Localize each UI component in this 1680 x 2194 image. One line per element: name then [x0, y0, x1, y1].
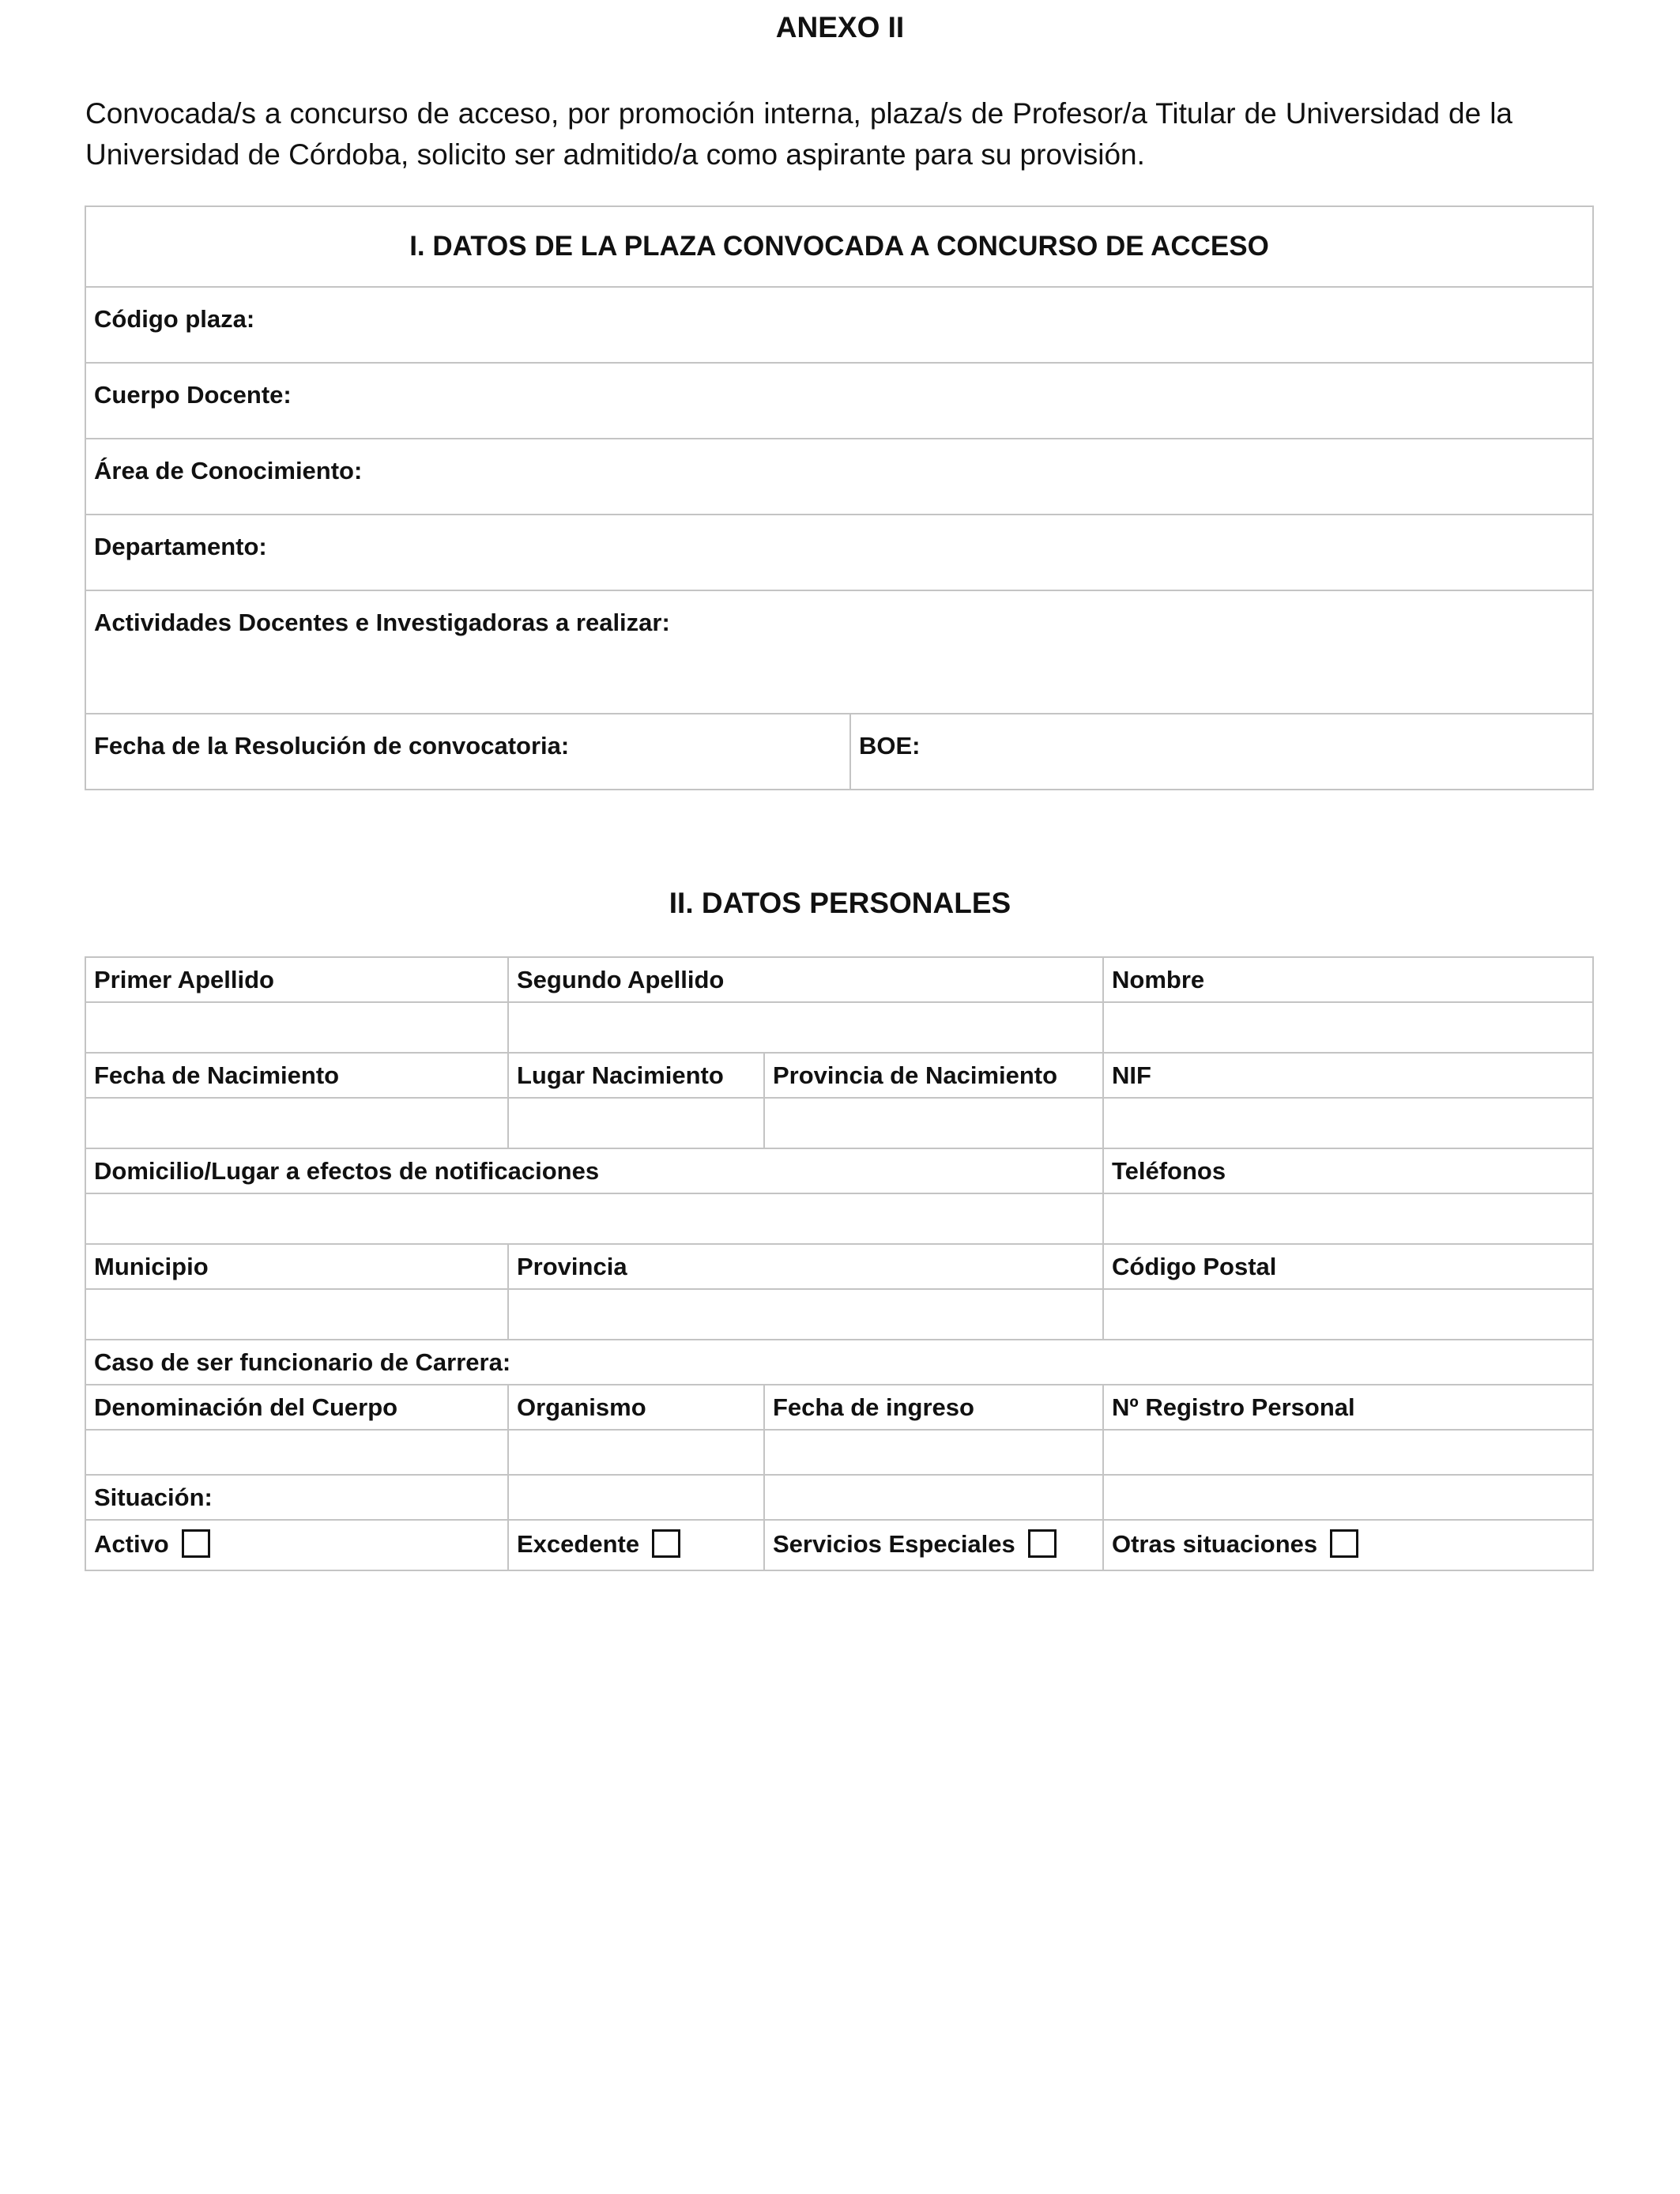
organismo-input[interactable]: [508, 1430, 764, 1475]
codigo-postal-label: Código Postal: [1103, 1244, 1593, 1289]
funcionario-label: Caso de ser funcionario de Carrera:: [85, 1340, 1593, 1385]
activo-checkbox[interactable]: [182, 1529, 210, 1558]
fecha-nacimiento-input[interactable]: [85, 1098, 508, 1148]
intro-paragraph: Convocada/s a concurso de acceso, por promoción interna, plaza/s de Profesor/a Titular de Universidad de la Universidad de Córdoba, solicito ser admitido/a como aspirante para su provisión.: [85, 97, 1512, 171]
fecha-nacimiento-label: Fecha de Nacimiento: [85, 1053, 508, 1098]
situacion-cell-3: [764, 1475, 1103, 1520]
telefonos-input[interactable]: [1103, 1193, 1593, 1244]
registro-personal-label: Nº Registro Personal: [1103, 1385, 1593, 1430]
activo-label: Activo: [94, 1530, 169, 1559]
servicios-especiales-option: [764, 1520, 1103, 1570]
registro-personal-input[interactable]: [1103, 1430, 1593, 1475]
denominacion-cuerpo-label: Denominación del Cuerpo: [85, 1385, 508, 1430]
denominacion-cuerpo-input[interactable]: [85, 1430, 508, 1475]
section2-title: II. DATOS PERSONALES: [669, 887, 1011, 919]
codigo-postal-input[interactable]: [1103, 1289, 1593, 1340]
primer-apellido-label: Primer Apellido: [85, 957, 508, 1002]
situacion-cell-4: [1103, 1475, 1593, 1520]
servicios-especiales-checkbox[interactable]: [1028, 1529, 1057, 1558]
situacion-cell-2: [508, 1475, 764, 1520]
otras-situaciones-checkbox[interactable]: [1330, 1529, 1358, 1558]
fecha-ingreso-label: Fecha de ingreso: [764, 1385, 1103, 1430]
cuerpo-docente-field[interactable]: Cuerpo Docente:: [85, 363, 1593, 439]
provincia-nacimiento-input[interactable]: [764, 1098, 1103, 1148]
municipio-label: Municipio: [85, 1244, 508, 1289]
area-conocimiento-field[interactable]: Área de Conocimiento:: [85, 439, 1593, 515]
actividades-field[interactable]: Actividades Docentes e Investigadoras a realizar:: [85, 590, 1593, 714]
provincia-label: Provincia: [508, 1244, 1103, 1289]
provincia-input[interactable]: [508, 1289, 1103, 1340]
domicilio-label: Domicilio/Lugar a efectos de notificaciones: [85, 1148, 1103, 1193]
otras-situaciones-option: [1103, 1520, 1593, 1570]
codigo-plaza-field[interactable]: Código plaza:: [85, 287, 1593, 363]
situacion-label: Situación:: [85, 1475, 508, 1520]
fecha-resolucion-field[interactable]: Fecha de la Resolución de convocatoria:: [85, 714, 850, 790]
lugar-nacimiento-input[interactable]: [508, 1098, 764, 1148]
nif-input[interactable]: [1103, 1098, 1593, 1148]
nombre-input[interactable]: [1103, 1002, 1593, 1053]
municipio-input[interactable]: [85, 1289, 508, 1340]
organismo-label: Organismo: [508, 1385, 764, 1430]
excedente-checkbox[interactable]: [652, 1529, 680, 1558]
nif-label: NIF: [1103, 1053, 1593, 1098]
telefonos-label: Teléfonos: [1103, 1148, 1593, 1193]
annex-title: ANEXO II: [775, 11, 905, 43]
domicilio-input[interactable]: [85, 1193, 1103, 1244]
excedente-option: [508, 1520, 764, 1570]
section1-title: I. DATOS DE LA PLAZA CONVOCADA A CONCURSO DE ACCESO: [85, 206, 1593, 287]
nombre-label: Nombre: [1103, 957, 1593, 1002]
personal-data-table: [85, 956, 1594, 1571]
primer-apellido-input[interactable]: [85, 1002, 508, 1053]
servicios-especiales-label: Servicios Especiales: [773, 1530, 1015, 1559]
plaza-data-table: [85, 205, 1594, 790]
fecha-ingreso-input[interactable]: [764, 1430, 1103, 1475]
segundo-apellido-input[interactable]: [508, 1002, 1103, 1053]
otras-situaciones-label: Otras situaciones: [1112, 1530, 1318, 1559]
departamento-field[interactable]: Departamento:: [85, 515, 1593, 590]
lugar-nacimiento-label: Lugar Nacimiento: [508, 1053, 764, 1098]
excedente-label: Excedente: [517, 1530, 640, 1559]
provincia-nacimiento-label: Provincia de Nacimiento: [764, 1053, 1103, 1098]
activo-option: [85, 1520, 508, 1570]
boe-field[interactable]: BOE:: [850, 714, 1593, 790]
segundo-apellido-label: Segundo Apellido: [508, 957, 1103, 1002]
